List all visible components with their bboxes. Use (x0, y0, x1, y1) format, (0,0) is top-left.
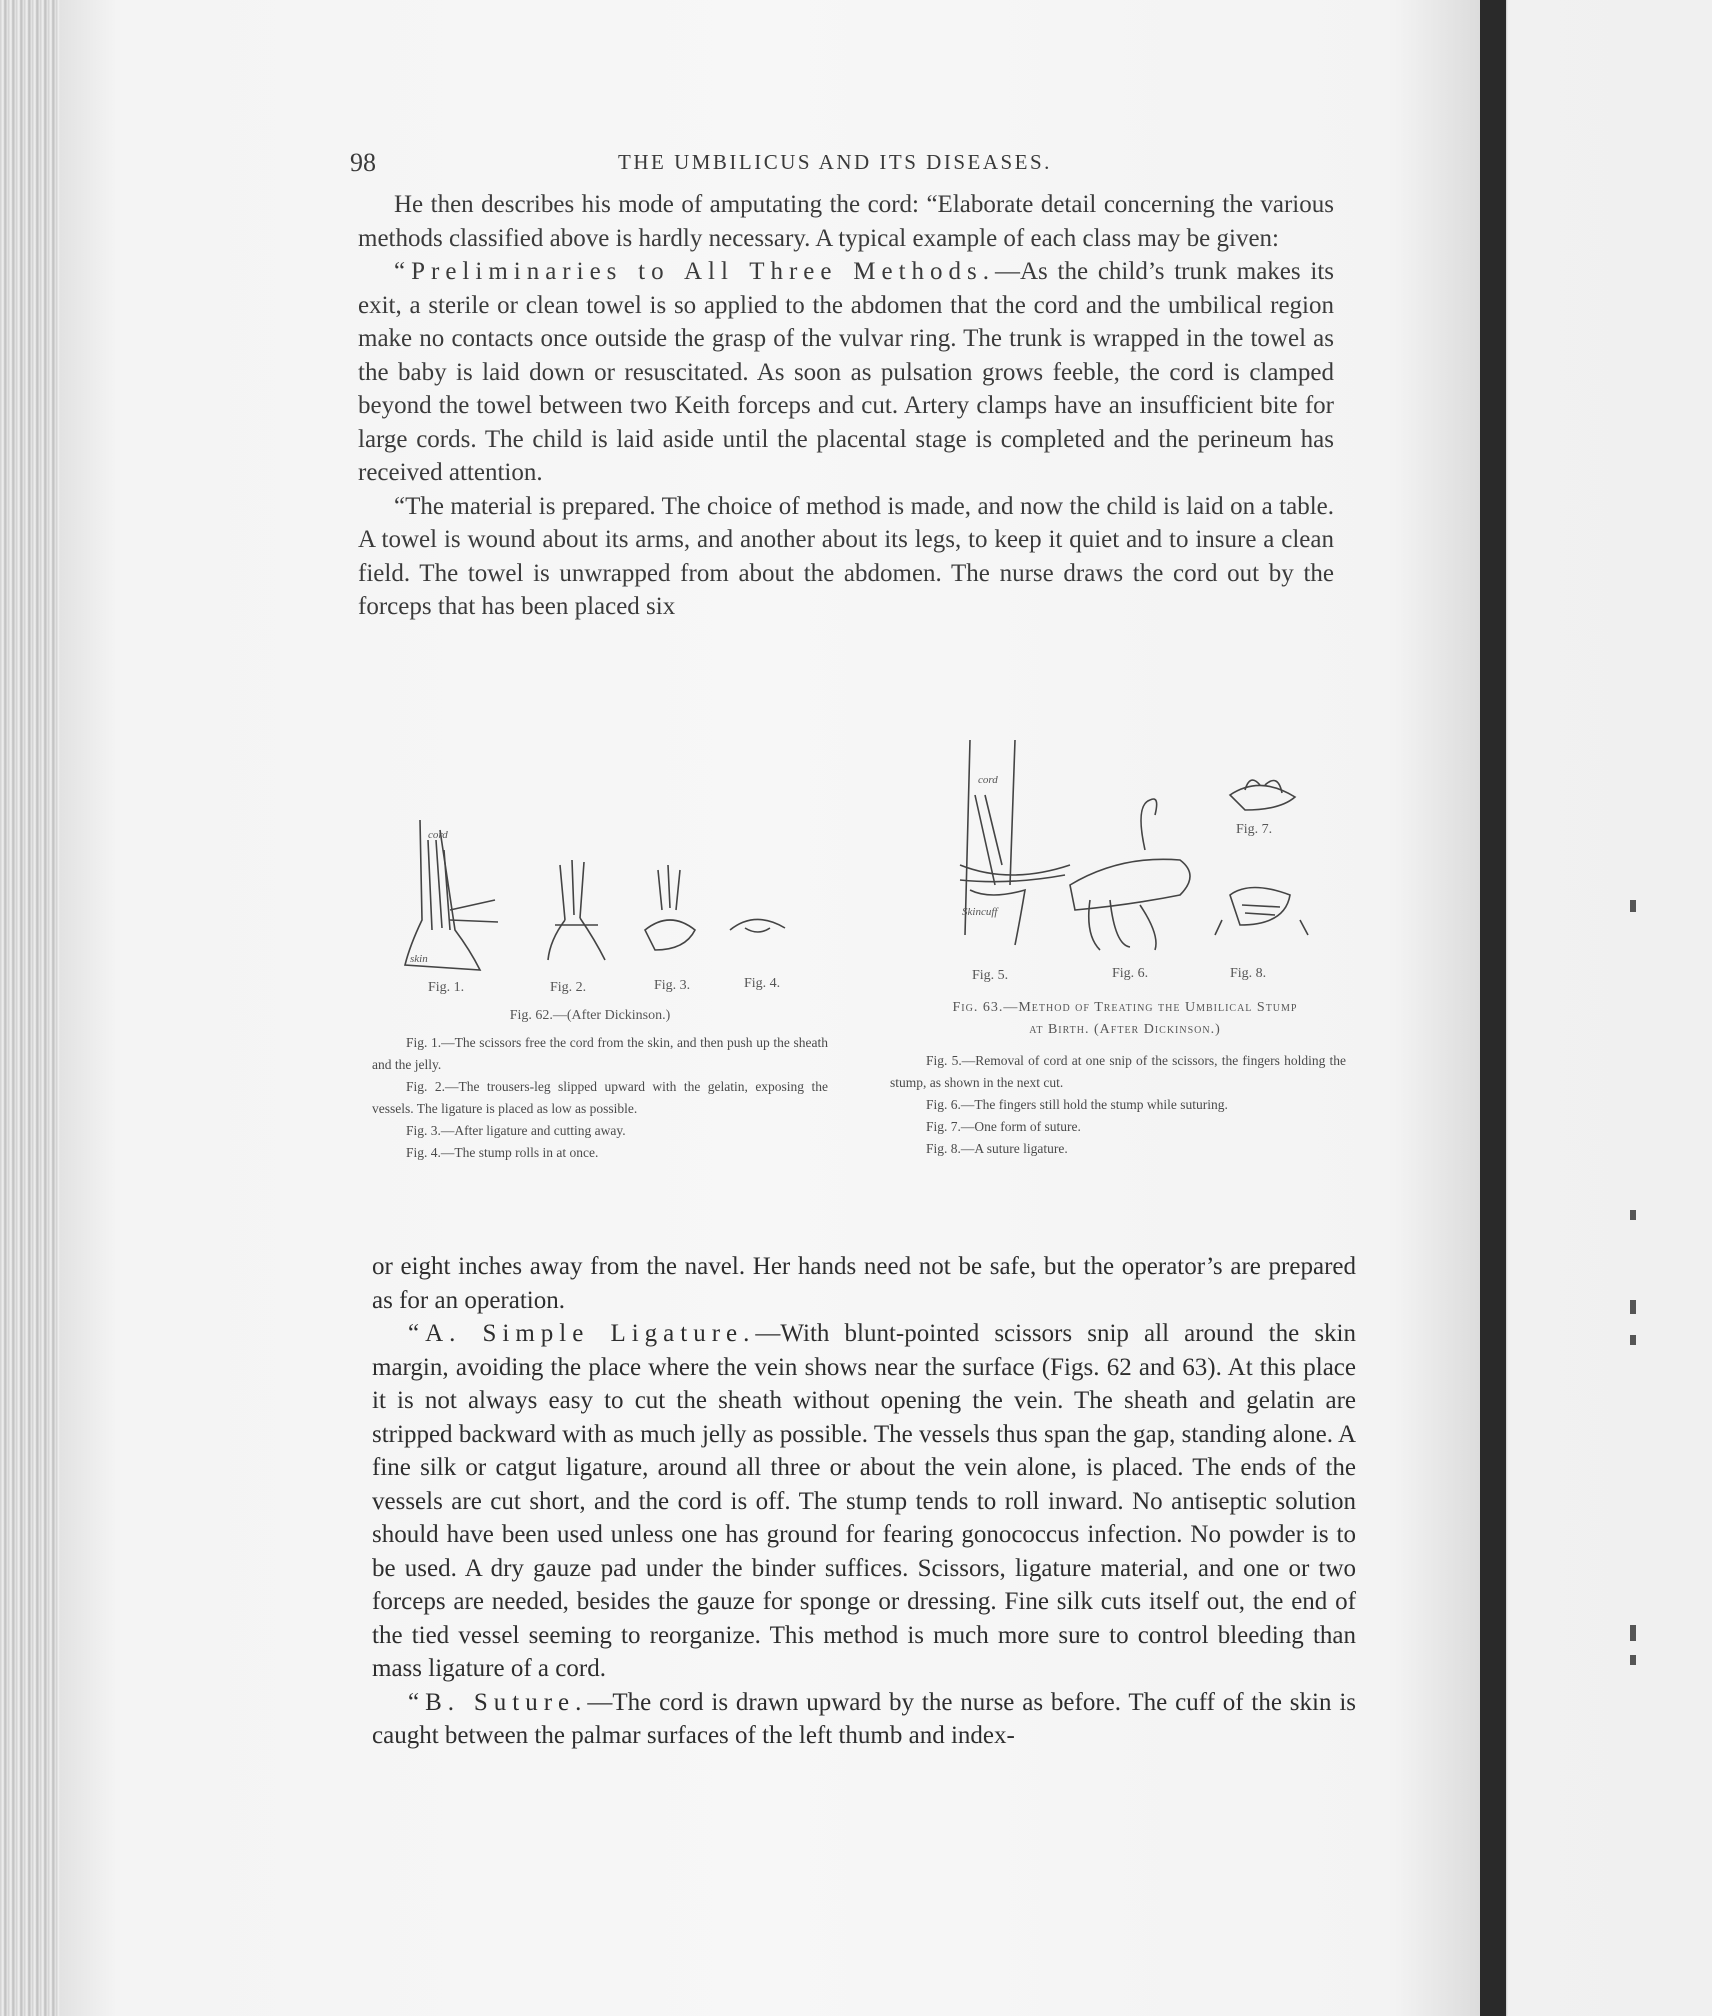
figure-62-caption-title: Fig. 62.—(After Dickinson.) (509, 1008, 671, 1023)
figure-62-legend (372, 1032, 828, 1164)
paragraph: He then describes his mode of amputating the cord: “Elaborate detail concerning the various methods classified above is hardly necessary. A typical example of each class may be given: (358, 191, 1334, 252)
section-heading: “A. Simple Ligature. (408, 1320, 756, 1347)
paragraph (358, 255, 1334, 490)
figure-label: Fig. 6. (1112, 966, 1149, 981)
book-gutter (1480, 0, 1506, 2016)
section-heading: “B. Suture. (408, 1688, 588, 1716)
paragraph-body: —The cord is drawn upward by the nurse as before. The cuff of the skin is caught between the palmar surfaces of the left thumb and index- (372, 1688, 1356, 1749)
figure-63-illustration (950, 735, 1320, 970)
paragraph: or eight inches away from the navel. Her hands need not be safe, but the operator’s are prepared as for an operation. (372, 1253, 1356, 1314)
legend-item: Fig. 1.—The scissors free the cord from the skin, and then push up the sheath and the jelly. (372, 1035, 828, 1072)
legend-item: Fig. 8.—A suture ligature. (926, 1141, 1068, 1156)
adjacent-page-margin-marks (1620, 0, 1680, 2016)
body-text-upper (358, 188, 1334, 624)
paragraph-body: —With blunt-pointed scissors snip all around the skin margin, avoiding the place where the vein shows near the surface (Figs. 62 and 63). At this place it is not always easy to cut the sheath without opening the vein. The sheath and gelatin are stripped backward with as much jelly as possible. The vessels thus span the gap, standing alone. A fine silk or catgut ligature, around all three or about the vein alone, is placed. The ends of the vessels are cut short, and the cord is off. The stump tends to roll inward. No antiseptic solution should have been used unless one has ground for fearing gonococcus infection. No powder is to be used. A dry gauze pad under the binder suffices. Scissors, ligature material, and one or two forceps are needed, besides the gauze for sponge or dressing. Fine silk cuts itself out, the end of the tied vessel seeming to reorganize. This method is much more sure to control bleeding than mass ligature of a cord. (372, 1320, 1356, 1682)
figure-label: Fig. 4. (744, 976, 781, 991)
sketch-label-cord: cord (978, 774, 998, 786)
figure-62-illustration (400, 810, 800, 985)
legend-item: Fig. 6.—The fingers still hold the stump while suturing. (926, 1097, 1228, 1112)
figure-63-caption-title: Fig. 63.—Method of Treating the Umbilical Stump (952, 1000, 1298, 1015)
paragraph: “The material is prepared. The choice of method is made, and now the child is laid on a table. A towel is wound about its arms, and another about its legs, to keep it quiet and to insure a clean field. The towel is unwrapped from about the abdomen. The nurse draws the cord out by the forceps that has been placed six (358, 492, 1334, 620)
paragraph (372, 1317, 1356, 1686)
paragraph-body: —As the child’s trunk makes its exit, a sterile or clean towel is so applied to the abdomen that the cord and the umbilical region make no contacts once outside the grasp of the vulvar ring. The trunk is wrapped in the towel as the baby is laid down or resuscitated. As soon as pulsation grows feeble, the cord is clamped beyond the towel between two Keith forceps and cut. Artery clamps have an insufficient bite for large cords. The child is laid aside until the placental stage is completed and the perineum has received attention. (358, 258, 1334, 486)
running-head (350, 148, 1330, 180)
figure-label: Fig. 8. (1230, 966, 1267, 981)
legend-item: Fig. 5.—Removal of cord at one snip of the scissors, the fingers holding the stump, as shown in the next cut. (890, 1053, 1346, 1090)
figure-label: Fig. 2. (550, 980, 587, 995)
figure-label: Fig. 3. (654, 978, 691, 993)
body-text-lower (372, 1250, 1356, 1753)
figure-63-caption-title-cont: at Birth. (After Dickinson.) (1029, 1022, 1221, 1037)
paragraph (372, 1686, 1356, 1753)
legend-item: Fig. 7.—One form of suture. (926, 1119, 1081, 1134)
legend-item: Fig. 2.—The trousers-leg slipped upward with the gelatin, exposing the vessels. The ligature is placed as low as possible. (372, 1079, 828, 1116)
section-heading: “Preliminaries to All Three Methods. (394, 258, 995, 285)
sketch-label-skincuff: Skincuff (962, 906, 998, 918)
figure-label: Fig. 7. (1236, 822, 1273, 837)
legend-item: Fig. 4.—The stump rolls in at once. (406, 1145, 599, 1160)
running-head-title: THE UMBILICUS AND ITS DISEASES. (618, 150, 1052, 174)
sketch-label-skin: skin (410, 953, 428, 965)
figure-label: Fig. 1. (428, 980, 465, 995)
legend-item: Fig. 3.—After ligature and cutting away. (406, 1123, 626, 1138)
sketch-label-cord: cord (428, 829, 448, 841)
figure-label: Fig. 5. (972, 968, 1009, 983)
figure-63-legend (890, 1050, 1346, 1160)
page-number: 98 (350, 148, 376, 177)
